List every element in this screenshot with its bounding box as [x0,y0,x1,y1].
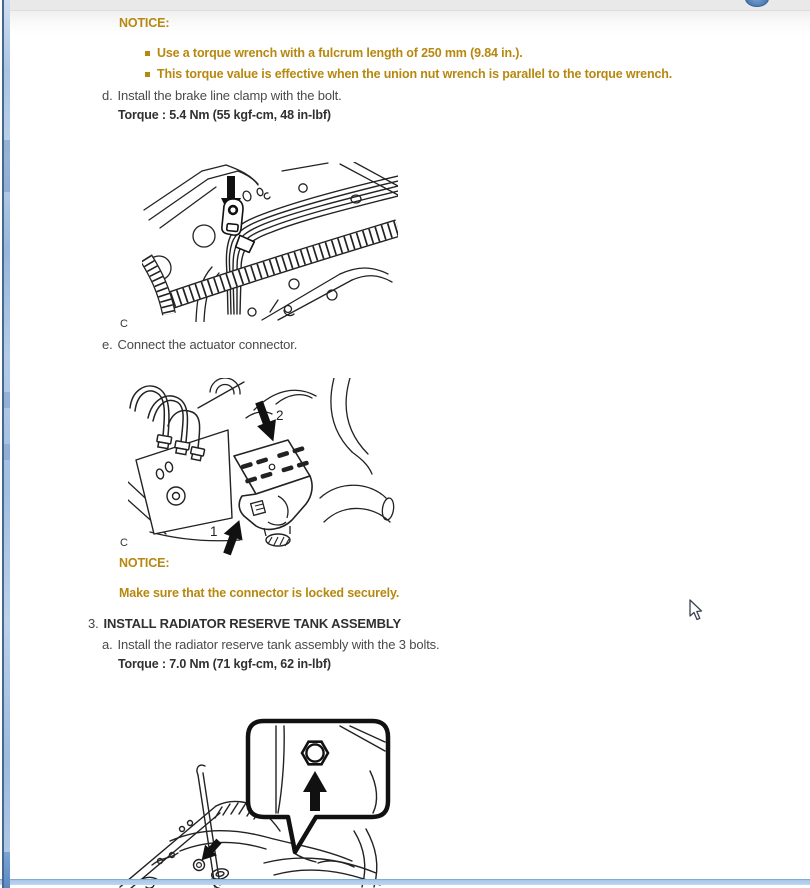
notice-bullet-text: Use a torque wrench with a fulcrum length of 250 mm (9.84 in.). [157,46,523,60]
step-item-a [102,637,439,652]
figure-actuator-connector [128,378,398,565]
step-marker: d. [102,88,113,103]
bullet-square-icon [145,51,150,56]
scrollbar-segment[interactable] [4,392,10,408]
step-item-e [102,337,297,352]
brake-line-clamp-illustration [142,162,398,322]
notice-text: Make sure that the connector is locked securely. [119,586,400,600]
actuator-connector-illustration [128,378,398,560]
scrollbar-segment[interactable] [4,140,10,192]
toolbar-edge [10,0,810,11]
torque-spec: Torque : 5.4 Nm (55 kgf-cm, 48 in-lbf) [118,108,331,122]
scrollbar-segment[interactable] [4,852,10,888]
notice-bullet-item [145,67,672,81]
callout-number: 1 [210,524,218,539]
left-scrollbar[interactable] [2,0,10,888]
scrollbar-segment[interactable] [4,444,10,460]
connector-body [234,440,312,546]
section-heading [88,616,401,631]
figure-caption: C [120,318,128,330]
notice-label: NOTICE: [119,16,170,30]
corrugated-hose [146,228,398,314]
toolbar-round-button[interactable] [745,0,769,7]
step-text: Install the brake line clamp with the bolt. [117,88,342,103]
notice-bullet-text: This torque value is effective when the union nut wrench is parallel to the torque wrench. [157,67,673,81]
section-number: 3. [88,616,99,631]
step-text: Connect the actuator connector. [117,337,298,352]
step-item-d [102,88,342,103]
figure-caption: C [120,537,128,549]
bullet-square-icon [145,72,150,77]
radiator-tank-illustration [118,713,398,888]
brake-line-clamp-part [222,199,255,253]
notice-bullet-item [145,46,523,60]
step-text: Install the radiator reserve tank assembly with the 3 bolts. [117,637,440,652]
pane-divider [0,879,810,885]
notice-label: NOTICE: [119,556,170,570]
mouse-cursor-icon [689,599,705,621]
callout-number: 2 [276,408,284,423]
torque-spec: Torque : 7.0 Nm (71 kgf-cm, 62 in-lbf) [118,657,331,671]
figure-radiator-reserve-tank [118,713,398,888]
step-marker: e. [102,337,113,352]
up-arrow-icon [218,517,249,558]
step-marker: a. [102,637,113,652]
figure-brake-line-clamp [142,162,398,327]
section-title: INSTALL RADIATOR RESERVE TANK ASSEMBLY [103,616,401,631]
